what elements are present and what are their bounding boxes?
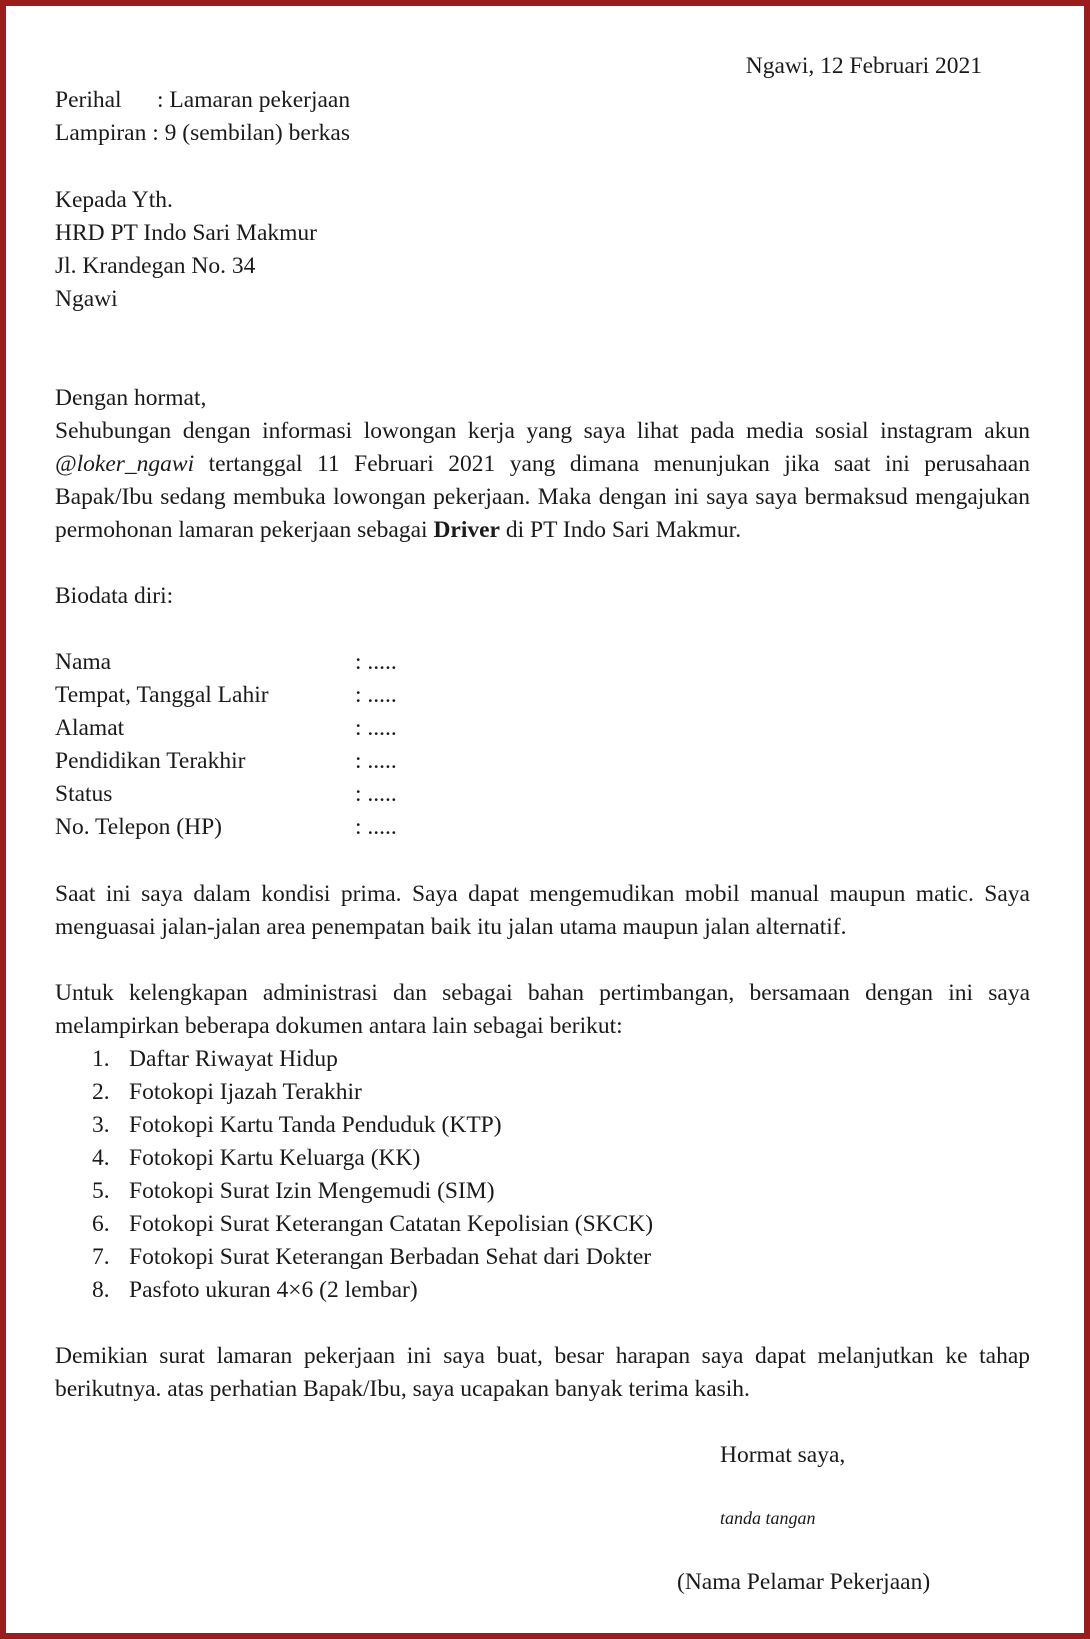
list-number: 4. [92,1145,110,1171]
intro-text-2: tertanggal 11 Februari 2021 yang dimana menunjukan jika saat ini perusahaan Bapak/Ibu sedang membuka lowongan pekerjaan. Maka dengan ini saya saya bermaksud mengajukan permohonan lamaran pekerjaan sebagai [55,451,1030,543]
subject-value: : Lamaran pekerjaan [157,87,351,113]
biodata-label: Status [55,781,113,807]
greeting: Dengan hormat, [55,385,207,411]
instagram-handle: @loker_ngawi [55,451,195,477]
biodata-label: Alamat [55,715,125,741]
biodata-label: No. Telepon (HP) [55,814,222,840]
biodata-row [55,745,555,778]
recipient-address: Jl. Krandegan No. 34 [55,253,256,279]
signature-placeholder: tanda tangan [720,1508,816,1528]
list-text: Fotokopi Surat Keterangan Catatan Kepolisian (SKCK) [129,1211,654,1237]
job-position: Driver [433,517,500,543]
recipient-salutation: Kepada Yth. [55,187,173,213]
recipient-city: Ngawi [55,286,118,312]
biodata-label: Pendidikan Terakhir [55,748,246,774]
list-text: Pasfoto ukuran 4×6 (2 lembar) [129,1277,418,1303]
list-item [55,1208,855,1241]
closing-regards: Hormat saya, [720,1442,846,1468]
recipient-block [55,184,317,316]
list-number: 1. [92,1046,110,1072]
attachment-label: Lampiran [55,120,147,146]
intro-paragraph [55,415,1030,547]
list-item [55,1043,855,1076]
closing-paragraph: Demikian surat lamaran pekerjaan ini saya buat, besar harapan saya dapat melanjutkan ke tahap berikutnya. atas perhatian Bapak/Ibu, saya ucapakan banyak terima kasih. [55,1343,1030,1402]
attachment-value: : 9 (sembilan) berkas [152,120,350,146]
attachments-list [55,1043,855,1307]
list-number: 6. [92,1211,110,1237]
intro-text-1: Sehubungan dengan informasi lowongan kerja yang saya lihat pada media sosial instagram akun [55,418,1030,444]
list-item [55,1241,855,1274]
attachment-line [55,117,350,150]
list-number: 2. [92,1079,110,1105]
biodata-value: : ..... [355,748,397,774]
list-item [55,1109,855,1142]
condition-paragraph: Saat ini saya dalam kondisi prima. Saya dapat mengemudikan mobil manual maupun matic. Saya menguasai jalan-jalan area penempatan baik itu jalan utama maupun jalan alternatif. [55,881,1030,940]
intro-text-3: di PT Indo Sari Makmur. [499,517,742,543]
letter-date: Ngawi, 12 Februari 2021 [745,53,982,79]
biodata-row [55,778,555,811]
biodata-label: Nama [55,649,112,675]
list-number: 3. [92,1112,110,1138]
recipient-company: HRD PT Indo Sari Makmur [55,220,317,246]
biodata-value: : ..... [355,814,397,840]
list-text: Daftar Riwayat Hidup [129,1046,338,1072]
list-number: 7. [92,1244,110,1270]
list-item [55,1142,855,1175]
biodata-row [55,811,555,844]
list-item [55,1076,855,1109]
biodata-value: : ..... [355,682,397,708]
biodata-value: : ..... [355,781,397,807]
list-number: 8. [92,1277,110,1303]
list-text: Fotokopi Kartu Keluarga (KK) [129,1145,421,1171]
list-text: Fotokopi Surat Keterangan Berbadan Sehat dari Dokter [129,1244,652,1270]
biodata-list [55,646,555,844]
biodata-title: Biodata diri: [55,583,174,609]
biodata-value: : ..... [355,715,397,741]
biodata-row [55,712,555,745]
list-number: 5. [92,1178,110,1204]
biodata-row [55,679,555,712]
list-item [55,1274,855,1307]
list-text: Fotokopi Ijazah Terakhir [129,1079,362,1105]
subject-line [55,84,350,117]
biodata-value: : ..... [355,649,397,675]
applicant-name: (Nama Pelamar Pekerjaan) [677,1569,931,1595]
attachments-intro: Untuk kelengkapan administrasi dan sebagai bahan pertimbangan, bersamaan dengan ini saya melampirkan beberapa dokumen antara lain sebagai berikut: [55,980,1030,1039]
biodata-label: Tempat, Tanggal Lahir [55,682,269,708]
subject-label: Perihal [55,87,122,113]
list-text: Fotokopi Surat Izin Mengemudi (SIM) [129,1178,495,1204]
list-text: Fotokopi Kartu Tanda Penduduk (KTP) [129,1112,502,1138]
biodata-row [55,646,555,679]
list-item [55,1175,855,1208]
